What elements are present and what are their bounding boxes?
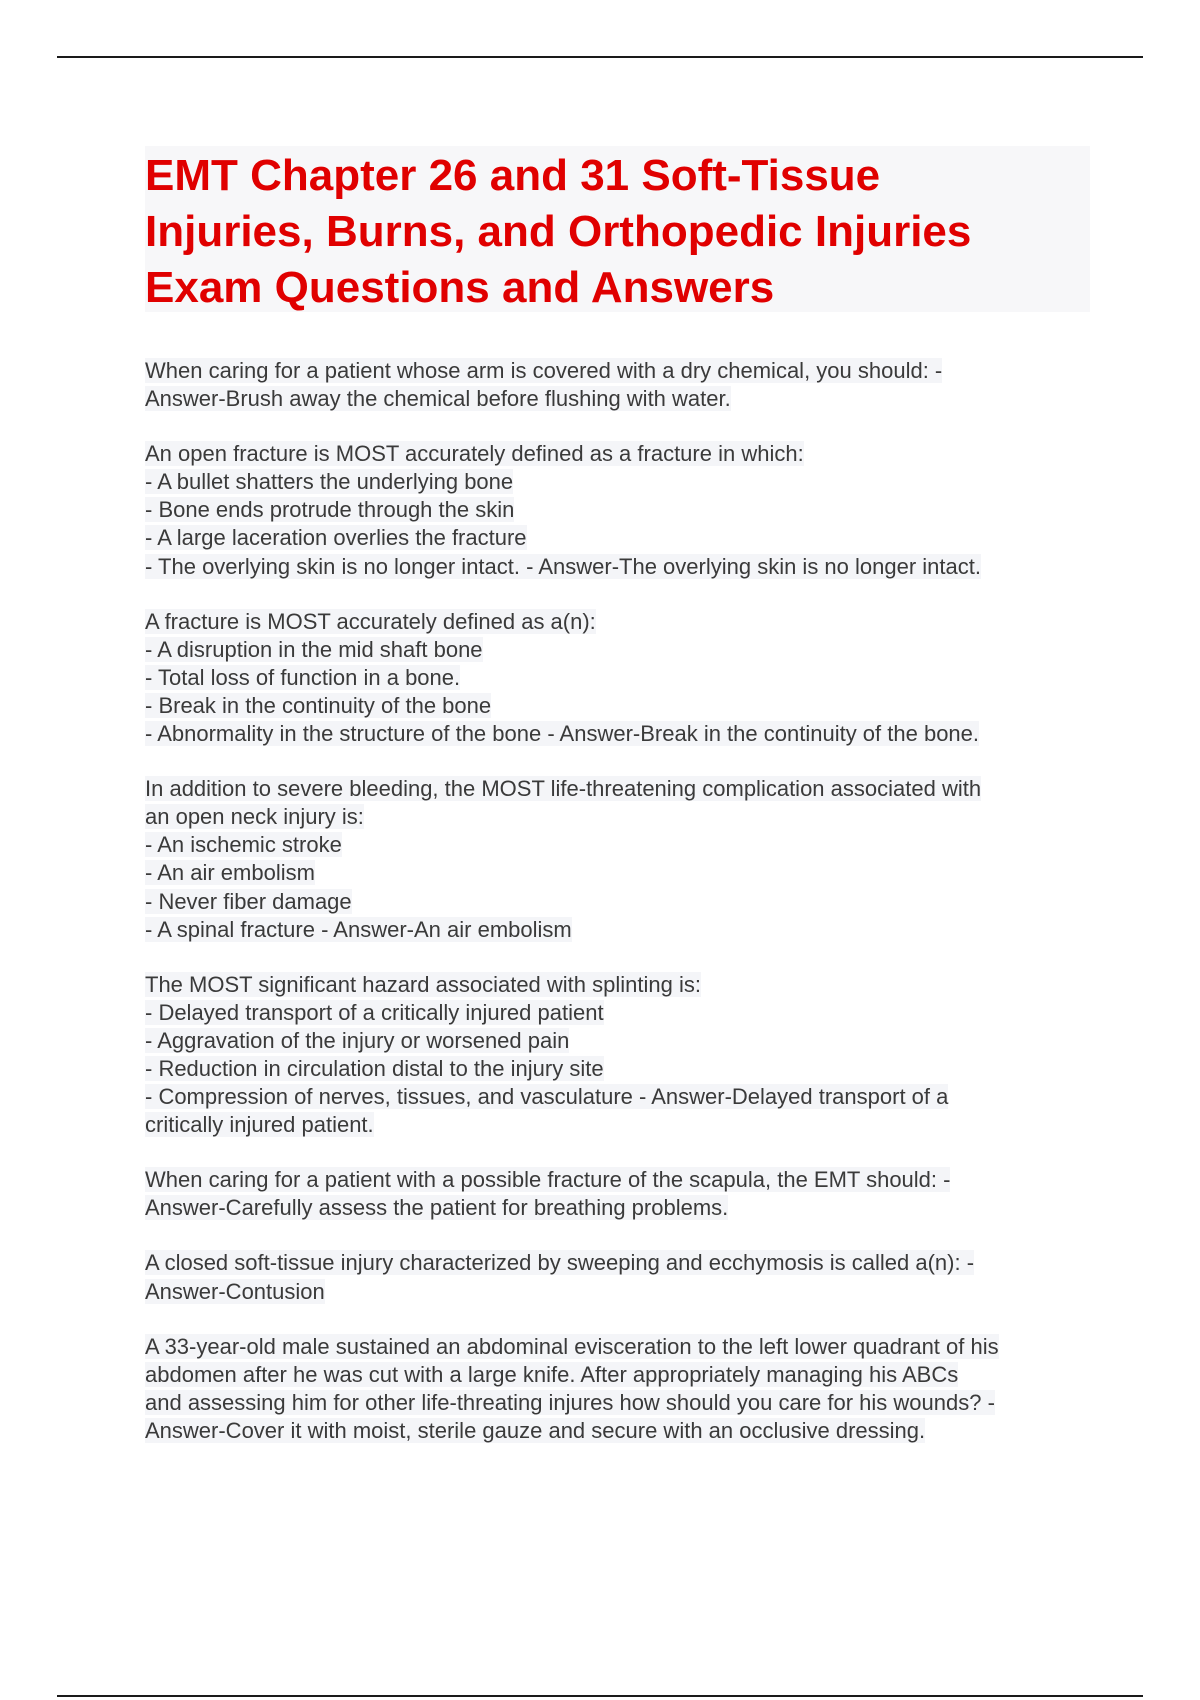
text-line: abdomen after he was cut with a large knife. After appropriately managing his ABCs <box>145 1361 959 1387</box>
text-line: - An ischemic stroke <box>145 832 342 858</box>
text-line: When caring for a patient whose arm is covered with a dry chemical, you should: - <box>145 358 943 383</box>
document-title <box>145 148 1090 316</box>
qa-item <box>145 1166 1095 1222</box>
text-line: Answer-Cover it with moist, sterile gauze and secure with an occlusive dressing. <box>145 1417 926 1443</box>
text-line: and assessing him for other life-threating injures how should you care for his wounds? - <box>145 1389 995 1415</box>
qa-item <box>145 440 1095 580</box>
title-block <box>145 146 1090 312</box>
qa-item <box>145 608 1095 748</box>
text-line: Answer-Contusion <box>145 1278 325 1304</box>
text-line: - Total loss of function in a bone. <box>145 664 461 690</box>
footer-rule <box>57 1695 1143 1697</box>
text-line: - Reduction in circulation distal to the injury site <box>145 1055 604 1081</box>
qa-list <box>145 357 1095 1472</box>
text-line: - Aggravation of the injury or worsened pain <box>145 1027 570 1053</box>
text-line: - Bone ends protrude through the skin <box>145 497 515 523</box>
qa-item <box>145 775 1095 944</box>
text-line: - Delayed transport of a critically injured patient <box>145 999 604 1025</box>
title-line: Exam Questions and Answers <box>145 263 775 312</box>
text-line: - Break in the continuity of the bone <box>145 692 492 718</box>
text-line: Answer-Carefully assess the patient for breathing problems. <box>145 1195 729 1221</box>
text-line: - The overlying skin is no longer intact. - Answer-The overlying skin is no longer intact. <box>145 553 981 579</box>
text-line: A closed soft-tissue injury characterized by sweeping and ecchymosis is called a(n): - <box>145 1250 975 1276</box>
text-line: an open neck injury is: <box>145 804 364 830</box>
text-line: In addition to severe bleeding, the MOST life-threatening complication associated with <box>145 776 982 802</box>
text-line: - Never fiber damage <box>145 888 352 914</box>
text-line: A 33-year-old male sustained an abdominal evisceration to the left lower quadrant of his <box>145 1333 999 1359</box>
text-line: - An air embolism <box>145 860 315 886</box>
header-rule <box>57 56 1143 58</box>
text-line: Answer-Brush away the chemical before flushing with water. <box>145 386 731 412</box>
qa-item <box>145 357 1095 413</box>
text-line: - A large laceration overlies the fracture <box>145 525 527 551</box>
text-line: - A spinal fracture - Answer-An air embolism <box>145 916 572 942</box>
text-line: When caring for a patient with a possible fracture of the scapula, the EMT should: - <box>145 1167 951 1193</box>
text-line: An open fracture is MOST accurately defined as a fracture in which: <box>145 441 804 467</box>
text-line: - A disruption in the mid shaft bone <box>145 636 483 662</box>
text-line: A fracture is MOST accurately defined as a(n): <box>145 608 596 634</box>
qa-item <box>145 1333 1095 1445</box>
qa-item <box>145 971 1095 1140</box>
text-line: - Compression of nerves, tissues, and vasculature - Answer-Delayed transport of a <box>145 1084 949 1110</box>
title-line: Injuries, Burns, and Orthopedic Injuries <box>145 207 972 256</box>
text-line: critically injured patient. <box>145 1112 374 1138</box>
text-line: - A bullet shatters the underlying bone <box>145 469 514 495</box>
text-line: - Abnormality in the structure of the bone - Answer-Break in the continuity of the bone. <box>145 721 980 747</box>
title-line: EMT Chapter 26 and 31 Soft-Tissue <box>145 151 881 200</box>
text-line: The MOST significant hazard associated with splinting is: <box>145 971 701 997</box>
qa-item <box>145 1249 1095 1305</box>
